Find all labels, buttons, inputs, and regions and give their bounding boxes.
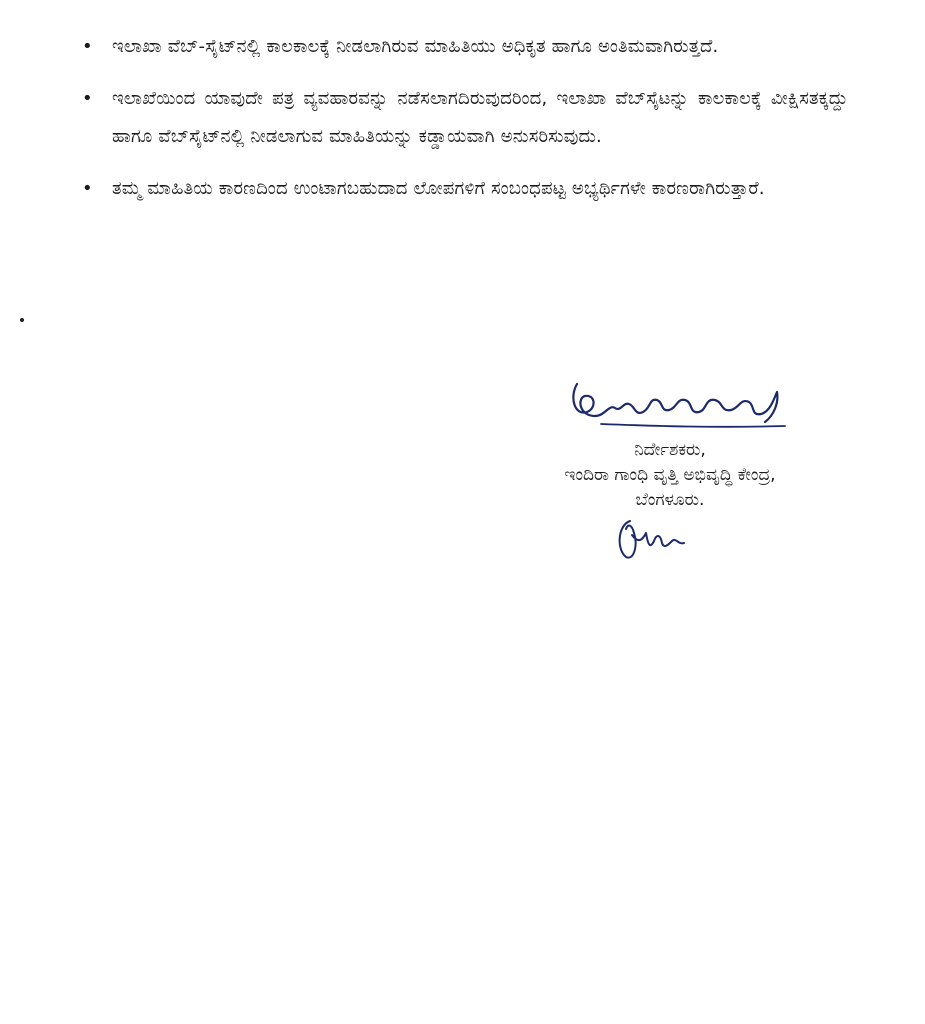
- notice-item-3: [78, 170, 848, 208]
- stray-mark: [20, 318, 24, 322]
- bullet-icon: •: [82, 88, 93, 109]
- notice-bullet-list: [78, 28, 848, 222]
- notice-item-text: ತಮ್ಮ ಮಾಹಿತಿಯ ಕಾರಣದಿಂದ ಉಂಟಾಗಬಹುದಾದ ಲೋಪಗಳಿಗೆ ಸಂಬಂಧಪಟ್ಟ ಅಭ್ಯರ್ಥಿಗಳೇ ಕಾರಣರಾಗಿರುತ್ತಾರೆ.: [112, 178, 765, 199]
- notice-item-text: ಇಲಾಖೆಯಿಂದ ಯಾವುದೇ ಪತ್ರ ವ್ಯವಹಾರವನ್ನು ನಡೆಸಲಾಗದಿರುವುದರಿಂದ, ಇಲಾಖಾ ವೆಬ್‌ಸೈಟನ್ನು ಕಾಲಕಾಲಕ್ಕೆ ವೀಕ್ಷಿಸತಕ್ಕದ್ದು ಹಾಗೂ ವೆಬ್‌ಸೈಟ್‌ನಲ್ಲಿ ನೀಡಲಾಗುವ ಮಾಹಿತಿಯನ್ನು ಕಡ್ಡಾಯವಾಗಿ ಅನುಸರಿಸುವುದು.: [112, 88, 848, 147]
- handwritten-initials: [612, 515, 692, 563]
- signatory-designation: ನಿರ್ದೇಶಕರು,: [634, 440, 706, 460]
- notice-item-2: [78, 80, 848, 156]
- signatory-city: ಬೆಂಗಳೂರು.: [635, 490, 705, 510]
- handwritten-signature: [565, 372, 795, 436]
- bullet-icon: •: [82, 178, 93, 199]
- notice-item-text: ಇಲಾಖಾ ವೆಬ್-ಸೈಟ್‌ನಲ್ಲಿ ಕಾಲಕಾಲಕ್ಕೆ ನೀಡಲಾಗಿರುವ ಮಾಹಿತಿಯು ಅಧಿಕೃತ ಹಾಗೂ ಅಂತಿಮವಾಗಿರುತ್ತದೆ.: [112, 36, 719, 57]
- bullet-icon: •: [82, 36, 93, 57]
- signatory-organization: ಇಂದಿರಾ ಗಾಂಧಿ ವೃತ್ತಿ ಅಭಿವೃದ್ಧಿ ಕೇಂದ್ರ,: [564, 465, 776, 485]
- notice-item-1: [78, 28, 848, 66]
- signature-block: [470, 372, 870, 563]
